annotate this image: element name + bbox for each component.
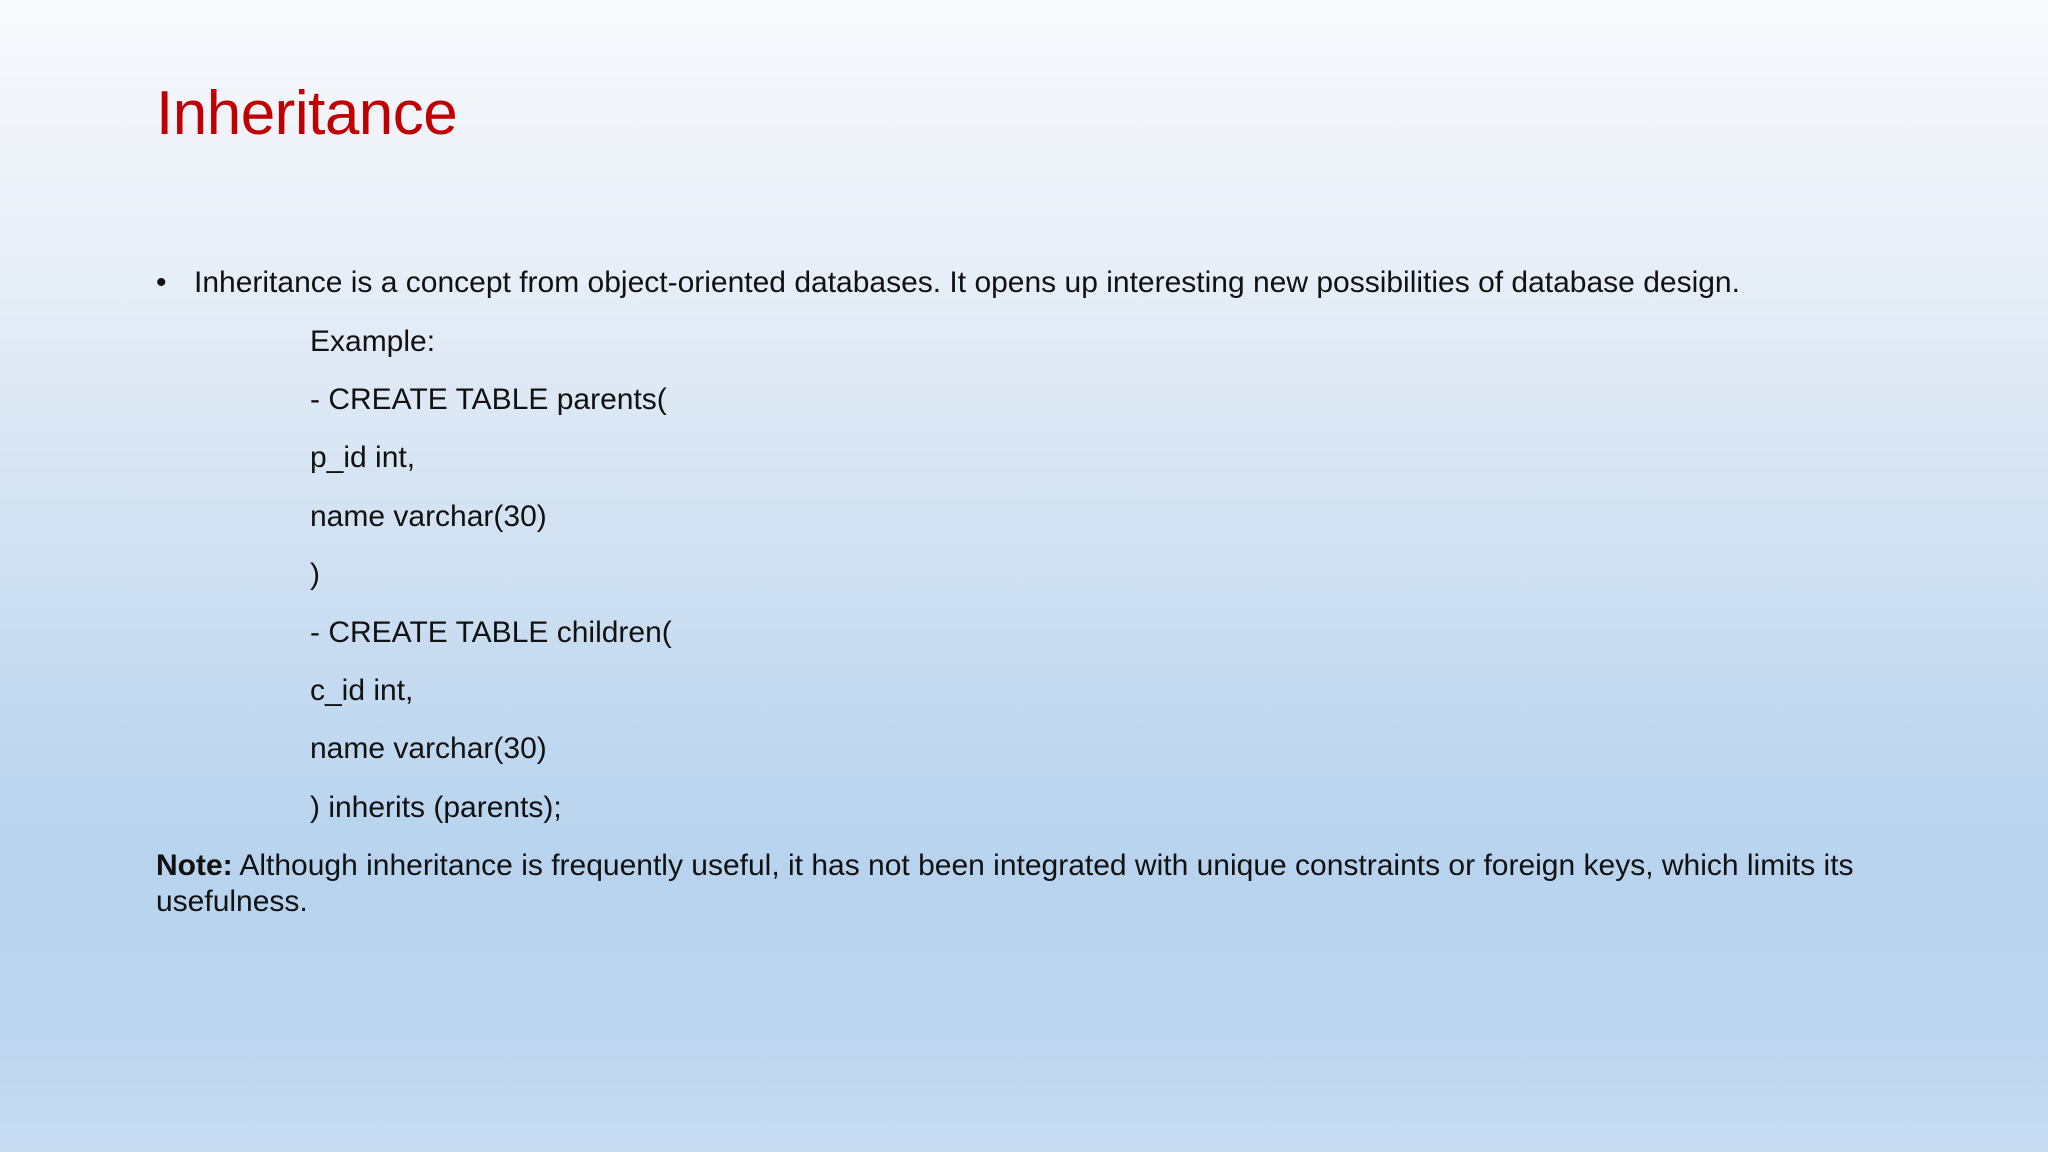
example-line: name varchar(30) xyxy=(310,499,547,533)
slide-title: Inheritance xyxy=(156,79,458,148)
example-line: p_id int, xyxy=(310,441,416,475)
example-line: - CREATE TABLE parents( xyxy=(310,383,667,417)
example-block xyxy=(310,324,672,848)
bullet-text: Inheritance is a concept from object-oriented databases. It opens up interesting new possibilities of database design. xyxy=(194,266,1740,299)
bullet-marker: • xyxy=(156,266,167,299)
note-paragraph xyxy=(156,848,1876,920)
example-line: ) inherits (parents); xyxy=(310,790,562,824)
note-label: Note: xyxy=(156,849,233,882)
example-line: - CREATE TABLE children( xyxy=(310,615,672,649)
example-line: Example: xyxy=(310,325,436,358)
bullet-item xyxy=(156,266,1740,300)
note-text: Although inheritance is frequently useful, it has not been integrated with unique constraints or foreign keys, which limits its usefulness. xyxy=(156,849,1854,918)
example-line: c_id int, xyxy=(310,674,414,708)
example-line: ) xyxy=(310,557,320,591)
example-line: name varchar(30) xyxy=(310,732,547,766)
